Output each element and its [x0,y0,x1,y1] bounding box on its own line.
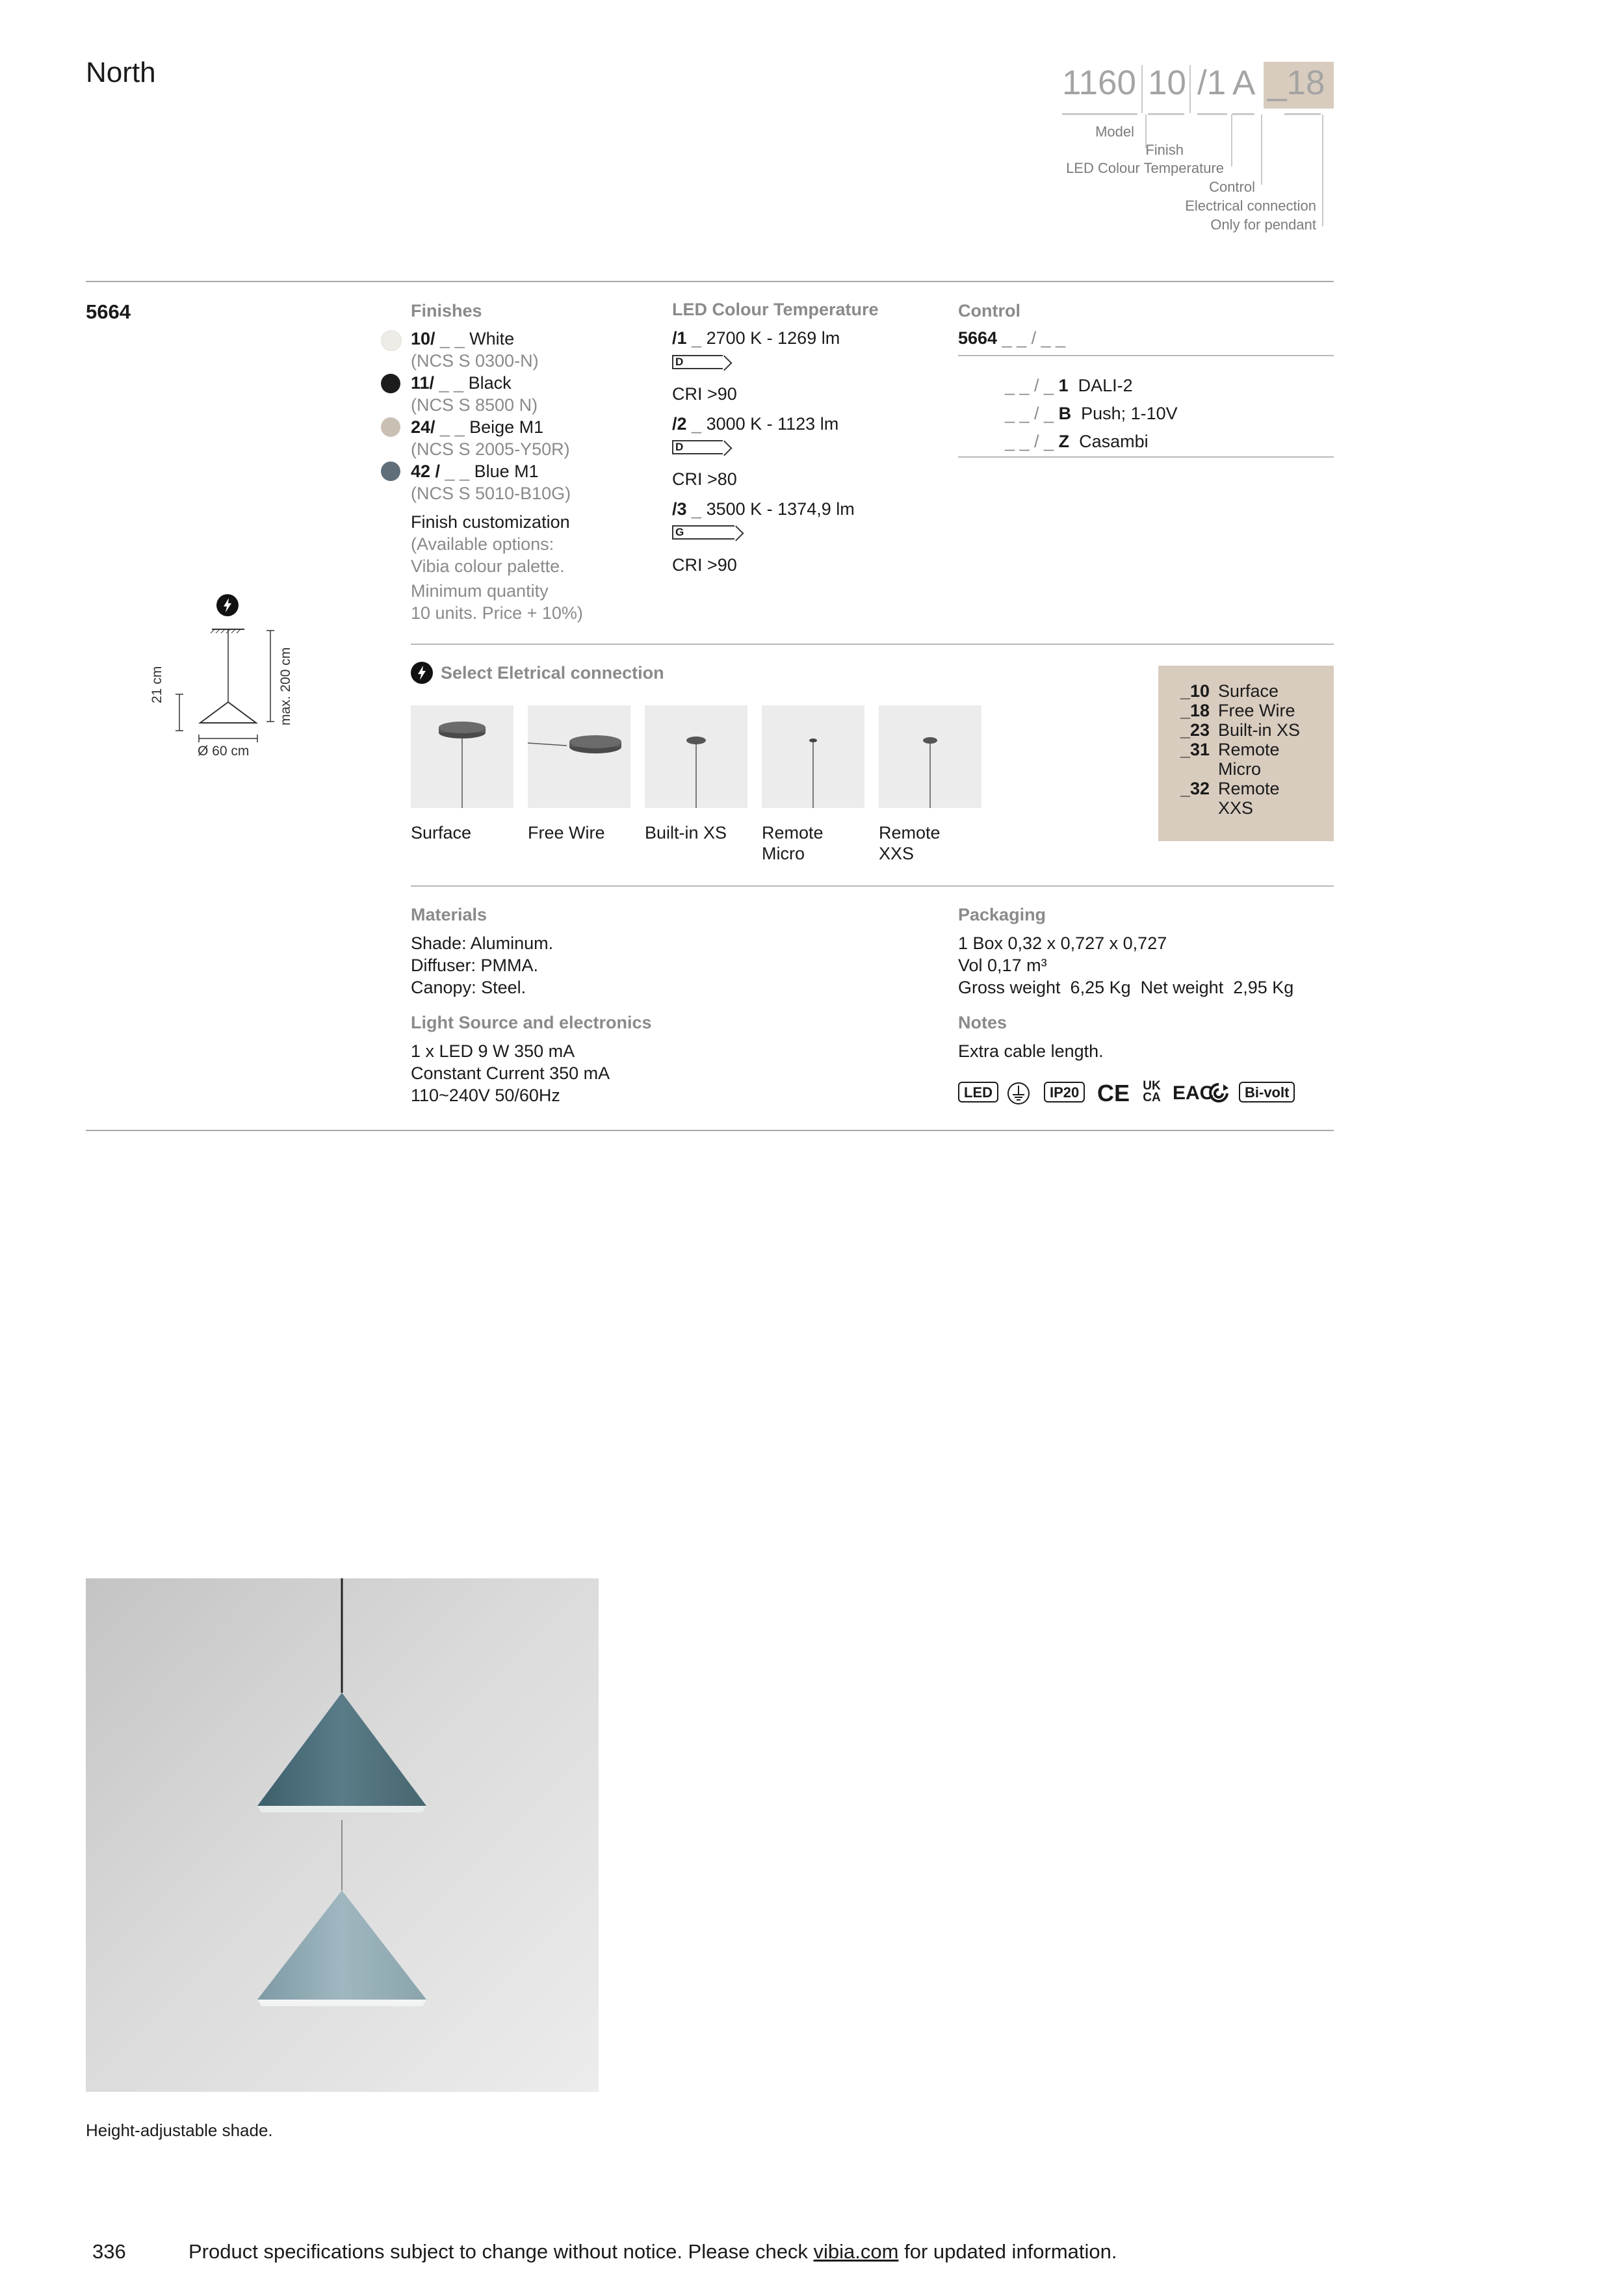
finish-customization-line: Vibia colour palette. [411,556,565,576]
code-label-model: Model [1095,124,1134,140]
led-temp: 2700 K [706,328,762,348]
control-item-code: 1 [1058,376,1069,395]
divider-connection [411,644,1334,645]
option-row [1180,701,1210,720]
led-code: /1 [672,328,687,348]
finish-blank: _ _ [440,462,474,481]
code-label-control: Control [1209,179,1255,195]
divider-bottom [86,1130,1334,1131]
finish-ncs: (NCS S 0300-N) [411,351,539,371]
footer-text-before: Product specifications subject to change without notice. Please check [188,2240,814,2263]
code-label-connection: Electrical connection [1185,198,1316,214]
option-name: Remote [1218,740,1280,759]
code-connection: _18 [1267,64,1325,102]
control-item[interactable] [1005,430,1149,452]
lightning-icon [411,662,433,684]
option-name: Micro [1218,759,1261,779]
product-photo [86,1578,599,2092]
materials-line: Canopy: Steel. [411,978,526,997]
remote-xxs-image [879,705,981,808]
materials-line: Shade: Aluminum. [411,933,554,953]
energy-class: G [675,526,684,538]
vibia-link[interactable]: vibia.com [813,2240,899,2263]
led-sep: - [762,414,778,434]
control-prefix: _ _ / _ [1005,432,1059,451]
swatch-white[interactable] [381,330,402,351]
led-temp: 3000 K [706,414,762,434]
led-cri: CRI >90 [672,555,737,575]
dimension-height: 21 cm [149,666,164,703]
control-divider-top [958,355,1334,356]
option-row [1180,740,1210,759]
finish-item [411,416,543,438]
energy-class: D [675,441,684,453]
control-item[interactable] [1005,402,1178,424]
control-label: Control [958,301,1020,320]
control-divider-bottom [958,456,1334,458]
control-prefix: _ _ / _ [1005,404,1059,423]
led-item[interactable] [672,498,855,520]
code-control: A [1232,64,1256,102]
ukca-top: UK [1143,1079,1161,1093]
energy-label [672,525,734,540]
code-label-pendant: Only for pendant [1210,216,1316,233]
code-finish: 10 [1148,64,1186,102]
product-id: 5664 [86,300,131,323]
ce-mark: CE [1097,1080,1130,1106]
finish-name: Black [468,373,512,393]
light-source-line: 1 x LED 9 W 350 mA [411,1041,575,1061]
built-in-xs-image [645,705,747,808]
packaging-line: Gross weight 6,25 Kg Net weight 2,95 Kg [958,978,1294,997]
ukca-bottom: CA [1143,1091,1161,1104]
code-led: /1 [1197,64,1227,102]
page-title: North [86,57,156,88]
energy-label [672,440,723,454]
tile-caption [879,822,941,864]
led-code: /2 [672,414,687,434]
light-source-line: Constant Current 350 mA [411,1063,610,1083]
control-item[interactable] [1005,374,1133,397]
finish-minimum-line: 10 units. Price + 10%) [411,603,583,623]
finish-code: 24/ [411,417,435,437]
tile-caption-line: Remote [879,823,941,842]
led-temp: 3500 K [706,499,762,519]
tile-caption: Free Wire [528,823,605,842]
control-code [958,327,1065,349]
materials-line: Diffuser: PMMA. [411,956,539,975]
light-source-label: Light Source and electronics [411,1013,652,1032]
tile-remote-xxs[interactable] [879,705,981,808]
notes-text: Extra cable length. [958,1041,1104,1061]
control-code-rest: _ _ / _ _ [997,328,1066,348]
led-blank: _ [686,499,707,519]
finish-code: 10/ [411,329,435,348]
divider-top [86,281,1334,282]
connection-options [1158,666,1334,841]
tile-built-in-xs[interactable] [645,705,747,808]
control-item-name: DALI-2 [1078,376,1133,395]
tile-caption [762,822,824,864]
finish-item [411,328,514,350]
finishes-label: Finishes [411,301,482,320]
control-item-code: B [1058,404,1072,423]
photo-caption: Height-adjustable shade. [86,2120,273,2140]
led-label: LED Colour Temperature [672,300,879,319]
energy-label [672,355,723,369]
led-blank: _ [686,328,707,348]
finish-blank: _ _ [434,373,469,393]
code-label-led: LED Colour Temperature [1066,160,1224,176]
finish-ncs: (NCS S 8500 N) [411,395,538,415]
finish-code: 11/ [411,373,435,393]
finish-item [411,372,512,394]
free-wire-canopy-image [528,705,630,808]
footer-text [188,2240,1117,2263]
code-model: 1160 [1062,64,1136,102]
finish-minimum-line: Minimum quantity [411,581,549,601]
tile-caption-line: Micro [762,844,805,863]
option-code: _23 [1180,720,1210,740]
finish-name: White [469,329,515,348]
option-code: _32 [1180,779,1210,798]
finish-blank: _ _ [435,417,470,437]
ground-icon [1006,1082,1031,1108]
bi-volt-badge: Bi-volt [1239,1082,1295,1102]
led-sep: - [762,328,778,348]
option-row [1180,681,1210,701]
footer-text-after: for updated information. [898,2240,1117,2263]
notes-label: Notes [958,1013,1007,1032]
finish-code: 42 / [411,462,441,481]
led-cri: CRI >90 [672,384,737,404]
swatch-blue[interactable] [381,462,400,481]
dimension-diameter: Ø 60 cm [198,744,250,759]
finish-ncs: (NCS S 2005-Y50R) [411,439,570,459]
tile-caption-line: Remote [762,823,824,842]
tile-caption: Surface [411,823,472,842]
option-code: _10 [1180,681,1210,701]
led-blank: _ [686,414,707,434]
led-badge: LED [958,1082,998,1102]
control-item-name: Push; 1-10V [1081,404,1178,423]
swatch-black[interactable] [381,374,400,393]
packaging-line: Vol 0,17 m³ [958,956,1047,975]
option-name: Built-in XS [1218,720,1301,740]
recycle-icon [1208,1082,1230,1108]
led-sep: - [762,499,778,519]
option-name: Surface [1218,681,1279,701]
option-name: XXS [1218,798,1254,818]
tile-remote-micro[interactable] [762,705,864,808]
light-source-line: 110~240V 50/60Hz [411,1086,560,1105]
tile-surface[interactable] [411,705,513,808]
pendant-lamps-image [86,1578,599,2092]
option-row [1180,779,1210,798]
control-prefix: _ _ / _ [1005,376,1059,395]
ukca-mark [1140,1080,1163,1104]
option-row [1180,720,1210,740]
code-label-finish: Finish [1145,142,1184,158]
tile-free-wire[interactable] [528,705,630,808]
led-lumens: 1123 lm [777,414,839,434]
finish-customization-line: (Available options: [411,534,554,554]
finish-ncs: (NCS S 5010-B10G) [411,484,571,503]
finish-customization-title: Finish customization [411,512,570,532]
swatch-beige[interactable] [381,417,400,437]
energy-class: D [675,356,684,368]
finish-name: Blue M1 [474,462,539,481]
divider-materials [411,885,1334,887]
packaging-line: 1 Box 0,32 x 0,727 x 0,727 [958,933,1167,953]
dimension-max-height: max. 200 cm [278,647,293,725]
control-code-id: 5664 [958,328,998,348]
packaging-label: Packaging [958,905,1046,924]
tile-caption: Built-in XS [645,823,727,842]
led-code: /3 [672,499,687,519]
eac-mark: EAC [1173,1082,1214,1104]
led-item[interactable] [672,413,838,435]
page-number: 336 [92,2240,126,2263]
surface-canopy-image [411,705,513,808]
control-item-code: Z [1058,432,1070,451]
option-code: _31 [1180,740,1210,759]
finish-item [411,460,539,482]
option-code: _18 [1180,701,1210,720]
materials-label: Materials [411,905,487,924]
led-lumens: 1374,9 lm [777,499,855,519]
option-name: Free Wire [1218,701,1295,720]
lightning-icon [216,594,239,616]
remote-micro-image [762,705,864,808]
connection-label: Select Eletrical connection [441,663,664,683]
control-item-name: Casambi [1079,432,1149,451]
led-lumens: 1269 lm [777,328,840,348]
option-name: Remote [1218,779,1280,798]
finish-name: Beige M1 [469,417,544,437]
led-cri: CRI >80 [672,469,737,489]
finish-blank: _ _ [435,329,470,348]
led-item[interactable] [672,327,840,349]
ip-badge: IP20 [1044,1082,1085,1102]
tile-caption-line: XXS [879,844,915,863]
